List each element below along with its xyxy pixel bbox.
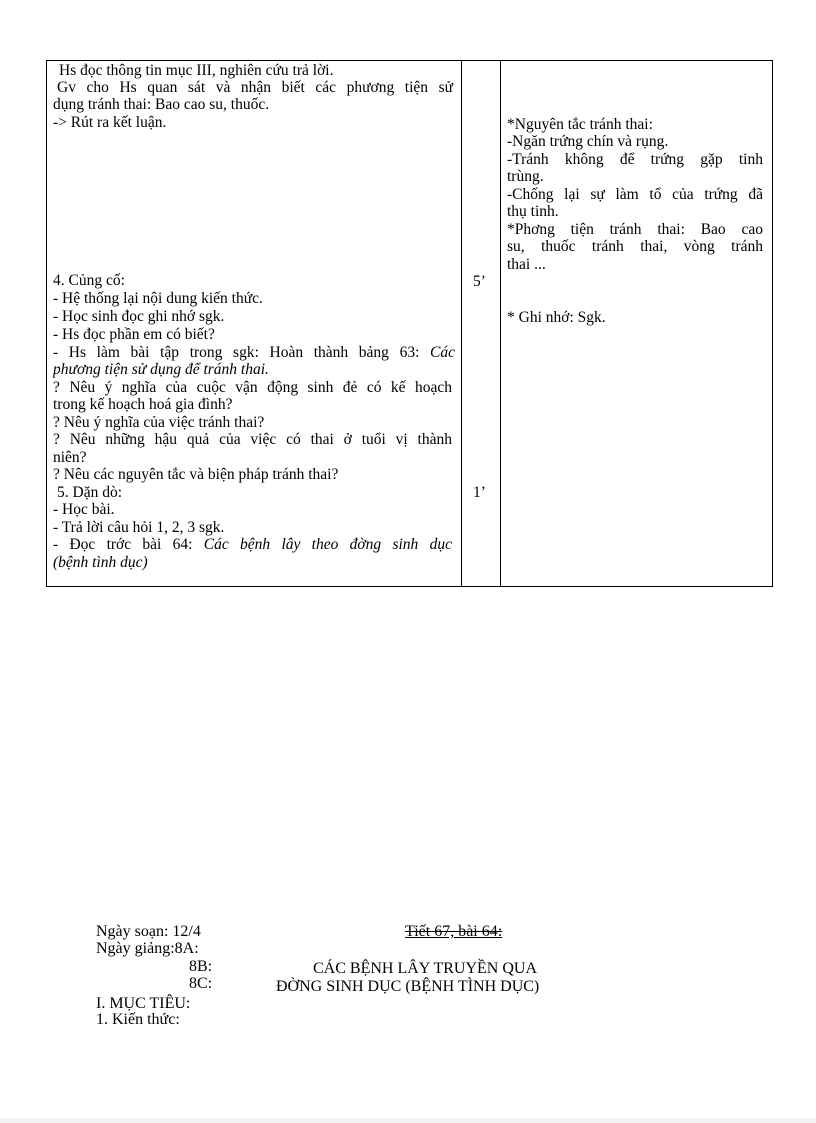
question-line: ? Nêu ý nghĩa của việc tránh thai? (53, 414, 265, 431)
principle-line: -Tránh không để trứng gặp tinh (507, 151, 763, 168)
preparation-date: Ngày soạn: 12/4 (96, 923, 201, 940)
principle-line: -Chống lại sự làm tổ của trứng đã (507, 186, 763, 203)
principle-line: thụ tinh. (507, 203, 559, 220)
activity-line: -> Rút ra kết luận. (53, 114, 167, 131)
activity-line: dụng tránh thai: Bao cao su, thuốc. (53, 96, 270, 113)
cung-co-heading: 4. Củng cố: (53, 272, 125, 289)
exercise-line: - Hs làm bài tập trong sgk: Hoàn thành bảng 63: Các (53, 344, 455, 361)
subsection-heading: 1. Kiến thức: (96, 1011, 180, 1028)
note-line: * Ghi nhớ: Sgk. (507, 309, 606, 326)
activity-line: Gv cho Hs quan sát và nhận biết các phương tiện sử (57, 79, 453, 96)
lesson-table (46, 60, 773, 587)
means-line: thai ... (507, 256, 546, 273)
activity-column (47, 61, 462, 587)
class-8b-label: 8B: (189, 958, 213, 975)
question-line: trong kế hoạch hoá gia đình? (53, 396, 233, 413)
cung-co-item: - Hs đọc phần em có biết? (53, 326, 215, 343)
read-line: (bệnh tình dục) (53, 554, 148, 571)
page-bottom-edge (0, 1118, 816, 1123)
activity-line: Hs đọc thông tin mục III, nghiên cứu trả lời. (59, 62, 334, 79)
means-line: su, thuốc tránh thai, vòng tránh (507, 238, 763, 255)
lesson-reference: Tiết 67, bài 64: (405, 923, 503, 940)
question-line: ? Nêu các nguyên tắc và biện pháp tránh thai? (53, 466, 339, 483)
principles-heading: *Nguyên tắc tránh thai: (507, 116, 653, 133)
means-line: *Phơng tiện tránh thai: Bao cao (507, 221, 763, 238)
read-line: - Đọc trớc bài 64: Các bệnh lây theo đờng sinh dục (53, 536, 452, 553)
exercise-line: phương tiện sử dụng để tránh thai. (53, 361, 269, 378)
cung-co-item: - Học sinh đọc ghi nhớ sgk. (53, 308, 225, 325)
question-line: ? Nêu những hậu quả của việc có thai ở tuổi vị thành (53, 431, 452, 448)
dan-do-heading: 5. Dặn dò: (57, 484, 123, 501)
question-line: niên? (53, 449, 87, 466)
time-label: 1’ (473, 484, 486, 501)
time-label: 5’ (473, 273, 486, 290)
class-8c-label: 8C: (189, 975, 213, 992)
lesson-title-line-1: CÁC BỆNH LÂY TRUYỀN QUA (313, 960, 537, 977)
principle-line: -Ngăn trứng chín và rụng. (507, 133, 669, 150)
question-line: ? Nêu ý nghĩa của cuộc vận động sinh đẻ có kế hoạch (53, 379, 452, 396)
lesson-title-line-2: ĐỜNG SINH DỤC (BỆNH TÌNH DỤC) (276, 978, 540, 995)
section-heading: I. MỤC TIÊU: (96, 995, 191, 1012)
content-column (501, 61, 773, 587)
cung-co-item: - Hệ thống lại nội dung kiến thức. (53, 290, 263, 307)
teaching-date: Ngày giảng:8A: (96, 940, 199, 957)
time-column (462, 61, 501, 587)
dan-do-item: - Trả lời câu hỏi 1, 2, 3 sgk. (53, 519, 225, 536)
principle-line: trùng. (507, 168, 544, 185)
dan-do-item: - Học bài. (53, 501, 115, 518)
